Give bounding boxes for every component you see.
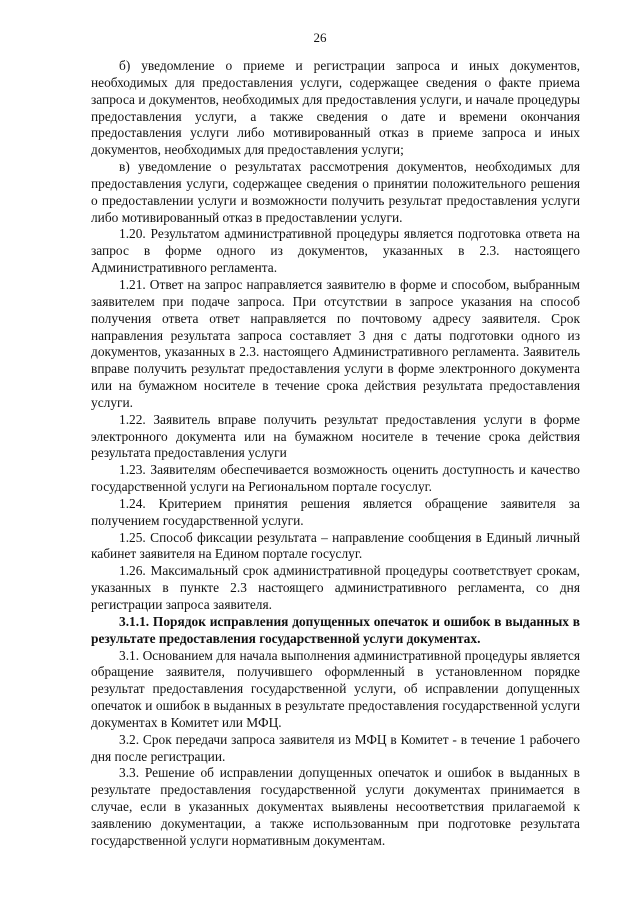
paragraph: 1.21. Ответ на запрос направляется заявителю в форме и способом, выбранным заявителем при подаче запроса. При отсутствии в запросе указания на способ получения ответа ответ направляется по почтовому адресу заявителя. Срок направления результата запроса составляет 3 дня с даты подготовки одного из документов, указанных в 2.3. настоящего Административного регламента. Заявитель вправе получить результат предоставления услуги в форме электронного документа или на бумажном носителе в течение срока действия результата предоставления услуги. [91,276,580,410]
paragraph: 1.22. Заявитель вправе получить результат предоставления услуги в форме электронного документа или на бумажном носителе в течение срока действия результата предоставления услуги [91,411,580,461]
paragraph: 1.23. Заявителям обеспечивается возможность оценить доступность и качество государственной услуги на Региональном портале госуслуг. [91,462,580,495]
paragraph: 3.2. Срок передачи запроса заявителя из МФЦ в Комитет - в течение 1 рабочего дня после регистрации. [91,731,580,764]
section-heading: 3.1.1. Порядок исправления допущенных опечаток и ошибок в выданных в результате предоставления государственной услуги документах. [91,613,580,646]
paragraph: 3.3. Решение об исправлении допущенных опечаток и ошибок в выданных в результате предоставления государственной услуги документах принимается в случае, если в указанных документах выявлены несоответствия прилагаемой к заявлению документации, а также использованным при подготовке результата государственной услуги нормативным документам. [91,765,580,848]
page-number: 26 [313,30,327,45]
paragraph: 1.25. Способ фиксации результата – направление сообщения в Единый личный кабинет заявителя на Едином портале госуслуг. [91,529,580,562]
paragraph: 1.26. Максимальный срок административной процедуры соответствует срокам, указанных в пункте 2.3 настоящего административного регламента, со дня регистрации запроса заявителя. [91,563,580,612]
paragraph: 1.24. Критерием принятия решения является обращение заявителя за получением государственной услуги. [91,495,580,528]
paragraph: 3.1. Основанием для начала выполнения административной процедуры является обращение заявителя, получившего оформленный в установленном порядке результат предоставления государственной услуги, об исправлении допущенных опечаток и ошибок в выданных в результате предоставления государственной услуги документах в Комитет или МФЦ. [91,647,580,730]
paragraph: 1.20. Результатом административной процедуры является подготовка ответа на запрос в форме одного из документов, указанных в 2.3. настоящего Административного регламента. [91,226,580,276]
document-body [91,58,580,850]
paragraph: б) уведомление о приеме и регистрации запроса и иных документов, необходимых для предоставления услуги, содержащее сведения о факте приема запроса и документов, необходимых для предоставления услуги, и начале процедуры предоставления услуги, а также сведения о дате и времени окончания предоставления услуги либо мотивированный отказ в приеме запроса и иных документов, необходимых для предоставления услуги; [91,58,580,158]
paragraph: в) уведомление о результатах рассмотрения документов, необходимых для предоставления услуги, содержащее сведения о принятии положительного решения о предоставлении услуги и возможности получить результат предоставления услуги либо мотивированный отказ в предоставлении услуги. [91,159,580,225]
